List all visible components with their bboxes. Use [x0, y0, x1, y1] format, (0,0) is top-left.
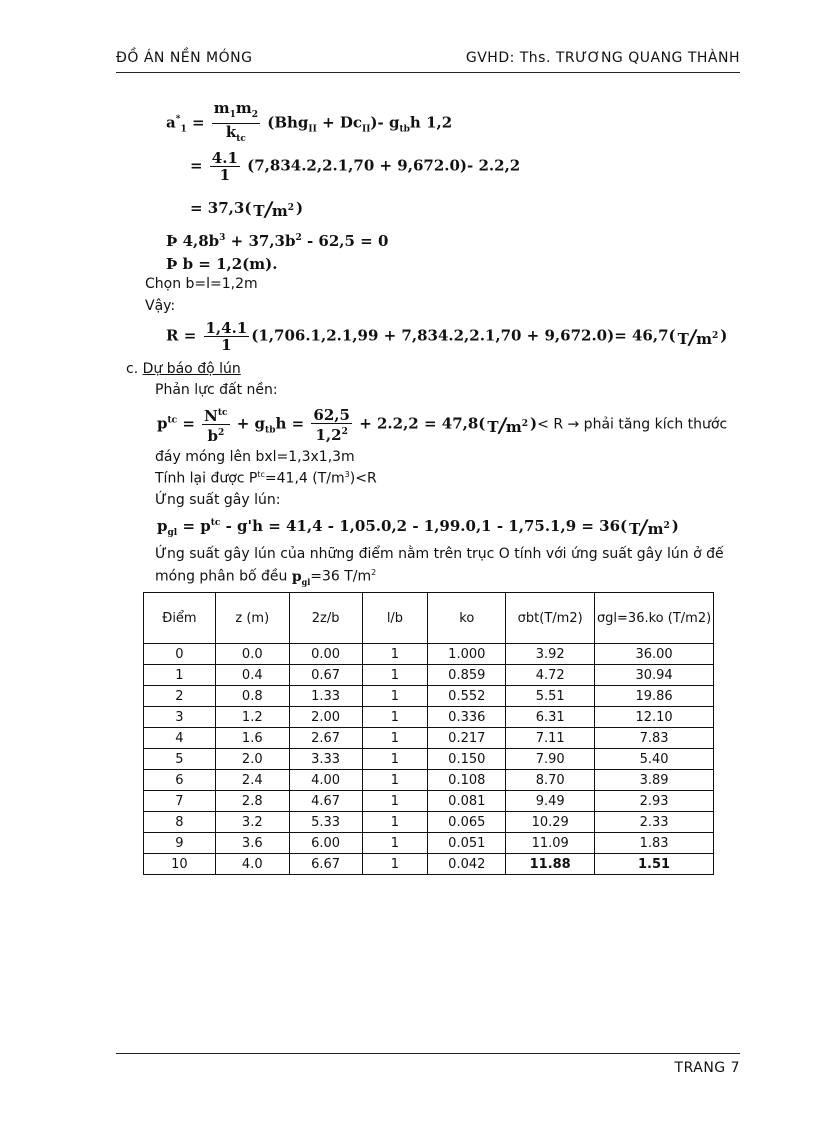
settlement-table — [143, 592, 714, 875]
table-row — [144, 854, 714, 875]
table-cell: 11.88 — [506, 854, 595, 875]
table-row — [144, 686, 714, 707]
ung-suat-text: Ứng suất gây lún: — [155, 492, 281, 508]
col-header: Điểm — [144, 593, 216, 644]
frac-den: 1 — [219, 166, 231, 184]
fraction: $\frac{m_1m_2}{k_{tc}}$ — [213, 99, 259, 144]
col-header: z (m) — [215, 593, 289, 644]
formula-part: (1,706.1,2.1,99 + 7,834.2,2.1,70 + 9,672.0)= 46,7( — [251, 326, 676, 345]
table-cell: 0.4 — [215, 665, 289, 686]
chon-text: Chọn b=l=1,2m — [145, 276, 258, 292]
formula-part: (7,834.2,2.1,70 + 9,672.0)- 2.2,2 — [247, 156, 521, 175]
table-cell: 7.90 — [506, 749, 595, 770]
header-left: ĐỒ ÁN NỀN MÓNG — [116, 50, 253, 66]
page-footer — [116, 1053, 740, 1076]
table-cell: 2.0 — [215, 749, 289, 770]
table-row — [144, 728, 714, 749]
formula-line-3: = 37,3( $T/m^2$ ) — [190, 197, 304, 221]
table-cell: 0.552 — [428, 686, 506, 707]
formula-part: - 62,5 = 0 — [301, 232, 389, 250]
table-row — [144, 665, 714, 686]
table-cell: 0 — [144, 644, 216, 665]
table-cell: 0.859 — [428, 665, 506, 686]
table-cell: 0.065 — [428, 812, 506, 833]
table-cell: 3.6 — [215, 833, 289, 854]
table-cell: 5 — [144, 749, 216, 770]
text-part: )<R — [349, 470, 377, 487]
frac-num: N — [204, 407, 218, 425]
table-cell: 0.8 — [215, 686, 289, 707]
frac-den: 1 — [221, 336, 232, 354]
table-cell: 0.108 — [428, 770, 506, 791]
table-body — [144, 644, 714, 875]
unit-fraction: $T/m^2$ — [629, 515, 670, 539]
text-part: móng phân bố đều — [155, 568, 288, 585]
table-cell: 1 — [362, 770, 428, 791]
table-cell: 0.081 — [428, 791, 506, 812]
table-cell: 19.86 — [595, 686, 714, 707]
table-cell: 3 — [144, 707, 216, 728]
formula-part: h — [409, 113, 421, 132]
table-cell: 0.042 — [428, 854, 506, 875]
table-cell: 30.94 — [595, 665, 714, 686]
sub: tb — [265, 425, 276, 436]
table-row — [144, 812, 714, 833]
vay-text: Vậy: — [145, 298, 176, 314]
formula-part: h = — [275, 414, 305, 433]
table-cell: 1 — [362, 791, 428, 812]
table-cell: 6.00 — [289, 833, 362, 854]
frac-num: 4.1 — [211, 149, 238, 167]
text-part: =41,4 (T/m — [264, 470, 345, 487]
table-cell: 10.29 — [506, 812, 595, 833]
table-cell: 4.0 — [215, 854, 289, 875]
table-row — [144, 833, 714, 854]
formula-part: p — [157, 517, 168, 535]
formula-part: (Bhg — [267, 113, 309, 132]
table-cell: 2.67 — [289, 728, 362, 749]
unit-t: T — [677, 329, 689, 348]
table-cell: 2 — [144, 686, 216, 707]
table-cell: 2.33 — [595, 812, 714, 833]
formula-part: = 37,3( — [190, 199, 252, 217]
fraction: $\frac{62,5}{1,2^2}$ — [313, 405, 350, 444]
table-cell: 8 — [144, 812, 216, 833]
table-cell: 7.11 — [506, 728, 595, 749]
unit-fraction: $T/m^2$ — [487, 412, 529, 437]
table-cell: 4 — [144, 728, 216, 749]
sup: 3 — [344, 470, 350, 479]
table-cell: 11.09 — [506, 833, 595, 854]
col-header: 2z/b — [289, 593, 362, 644]
table-cell: 5.51 — [506, 686, 595, 707]
table-cell: 3.89 — [595, 770, 714, 791]
sup: tc — [210, 518, 221, 528]
table-cell: 9 — [144, 833, 216, 854]
col-header: σbt(T/m2) — [506, 593, 595, 644]
table-cell: 8.70 — [506, 770, 595, 791]
unit-m: m — [505, 417, 522, 436]
sup: tc — [257, 470, 265, 479]
frac-num: 62,5 — [313, 405, 350, 424]
mong-phan-bo-text — [155, 568, 376, 586]
table-cell: 1 — [362, 686, 428, 707]
table-cell: 0.67 — [289, 665, 362, 686]
table-cell: 4.00 — [289, 770, 362, 791]
page-number: TRANG 7 — [674, 1060, 740, 1076]
fraction — [210, 150, 240, 183]
unit-m: m — [271, 202, 288, 220]
section-c — [126, 361, 241, 377]
table-cell: 1 — [362, 749, 428, 770]
formula-line-2: = $\frac{4.1}{1}$ (7,834.2,2.1,70 + 9,672.0)- 2.2,2 — [190, 149, 521, 184]
sub: gl — [167, 528, 178, 538]
frac-num: 1,4.1 — [205, 319, 248, 337]
section-title: Dự báo độ lún — [142, 361, 241, 377]
formula-R: R = $\frac{1,4.1}{1}$ (1,706.1,2.1,99 + 7,834.2,2.1,70 + 9,672.0)= 46,7( $T/m^2$ ) — [166, 319, 728, 354]
table-header-row — [144, 593, 714, 644]
formula-part: Þ 4,8b — [166, 232, 220, 250]
formula-part: + 2.2,2 = 47,8( — [359, 414, 486, 433]
table-row — [144, 770, 714, 791]
table-cell: 12.10 — [595, 707, 714, 728]
formula-part: p — [157, 414, 168, 433]
table-cell: 1 — [362, 833, 428, 854]
table-cell: 7.83 — [595, 728, 714, 749]
table-cell: 4.67 — [289, 791, 362, 812]
table-cell: 1.33 — [289, 686, 362, 707]
table-cell: 3.2 — [215, 812, 289, 833]
table-cell: 1 — [362, 665, 428, 686]
formula-part: 1,2 — [426, 113, 453, 132]
table-cell: 5.40 — [595, 749, 714, 770]
formula-part: - g'h = 41,4 - 1,05.0,2 - 1,99.0,1 - 1,75.1,9 = 36( — [220, 517, 628, 535]
table-cell: 6.31 — [506, 707, 595, 728]
table-cell: 0.336 — [428, 707, 506, 728]
fraction: $\frac{N^{tc}}{b^2}$ — [204, 407, 228, 445]
unit-fraction: $T/m^2$ — [677, 324, 719, 349]
table-cell: 36.00 — [595, 644, 714, 665]
table-cell: 0.0 — [215, 644, 289, 665]
table-cell: 0.051 — [428, 833, 506, 854]
formula-pgl: $p_{gl} = p^{tc} - g'h = 41,4 - 1,05.0,2 - 1,99.0,1 - 1,75.1,9 = 36$( $T/m^2$ ) — [157, 515, 679, 539]
tinh-lai-text — [155, 470, 377, 487]
text-part: =36 T/m — [310, 568, 372, 585]
formula-line-5: Þ b = 1,2(m). — [166, 255, 278, 273]
table-cell: 3.33 — [289, 749, 362, 770]
formula-part: R = — [166, 326, 197, 345]
formula-symbol: a — [166, 113, 176, 132]
table-cell: 0.150 — [428, 749, 506, 770]
table-cell: 2.93 — [595, 791, 714, 812]
page-header — [116, 50, 740, 73]
table-cell: 2.8 — [215, 791, 289, 812]
fraction — [204, 320, 250, 353]
ung-suat-2-text: Ứng suất gây lún của những điểm nằm trên trục O tính với ứng suất gây lún ở đế — [155, 546, 724, 562]
phan-luc-text: Phản lực đất nền: — [155, 382, 278, 398]
col-header: ko — [428, 593, 506, 644]
table-row — [144, 644, 714, 665]
table-cell: 1 — [362, 812, 428, 833]
unit-t: T — [629, 520, 641, 538]
table-cell: 1.000 — [428, 644, 506, 665]
table-cell: 2.4 — [215, 770, 289, 791]
table-cell: 0.217 — [428, 728, 506, 749]
unit-m: m — [696, 329, 712, 348]
table-cell: 6 — [144, 770, 216, 791]
table-cell: 10 — [144, 854, 216, 875]
unit-m: m — [647, 520, 664, 538]
table-cell: 1.83 — [595, 833, 714, 854]
unit-t: T — [487, 417, 499, 436]
formula-part: + Dc — [316, 113, 362, 132]
formula-note: < R → phải tăng kích thước — [537, 416, 728, 433]
col-header: σgl=36.ko (T/m2) — [595, 593, 714, 644]
header-right: GVHD: Ths. TRƯƠNG QUANG THÀNH — [465, 50, 740, 66]
unit-t: T — [253, 202, 265, 220]
table-cell: 1 — [362, 644, 428, 665]
table-cell: 7 — [144, 791, 216, 812]
section-prefix: c. — [126, 361, 143, 377]
formula-part: = p — [182, 517, 211, 535]
day-mong-text: đáy móng lên bxl=1,3x1,3m — [155, 449, 355, 465]
formula-part: )- g — [370, 113, 400, 132]
table-cell: 5.33 — [289, 812, 362, 833]
sub: gl — [301, 576, 311, 587]
table-cell: 1 — [362, 728, 428, 749]
table-row — [144, 791, 714, 812]
table-cell: 0.00 — [289, 644, 362, 665]
frac-num: m — [213, 99, 230, 117]
table-cell: 1.6 — [215, 728, 289, 749]
col-header: l/b — [362, 593, 428, 644]
formula-ptc: $p^{tc}$ = $\frac{N^{tc}}{b^2}$ + $g_{tb}h$ = $\frac{62,5}{1,2^2}$ + 2.2,2 = 47,8( $T/m^2$ )< R → phải tăng kích thước — [157, 405, 728, 445]
frac-den: k — [225, 123, 237, 141]
table-cell: 6.67 — [289, 854, 362, 875]
table-cell: 4.72 — [506, 665, 595, 686]
table-cell: 1.2 — [215, 707, 289, 728]
formula-line-4: Þ $4,8b^3 + 37,3b^2 - 62,5 = 0$ — [166, 232, 389, 250]
table-cell: 1 — [144, 665, 216, 686]
text-part: Tính lại được P — [155, 470, 258, 487]
table-cell: 1 — [362, 854, 428, 875]
table-cell: 3.92 — [506, 644, 595, 665]
formula-part: + g — [236, 414, 266, 433]
formula-part: p — [291, 568, 302, 585]
frac-den: b — [207, 427, 218, 445]
table-row — [144, 707, 714, 728]
table-cell: 2.00 — [289, 707, 362, 728]
formula-part: + 37,3b — [225, 232, 296, 250]
unit-fraction: $T/m^2$ — [253, 197, 295, 221]
sup: 2 — [371, 568, 377, 577]
table-cell: 9.49 — [506, 791, 595, 812]
table-cell: 1 — [362, 707, 428, 728]
table-row — [144, 749, 714, 770]
sup: tc — [167, 415, 178, 426]
frac-den: 1,2 — [315, 425, 342, 444]
formula-a1: $a^*_1$ = $\frac{m_1m_2}{k_{tc}}$ $(Bhg_{II} + Dc_{II})-$ $g_{tb}h$ 1,2 — [166, 100, 452, 147]
table-cell: 1.51 — [595, 854, 714, 875]
